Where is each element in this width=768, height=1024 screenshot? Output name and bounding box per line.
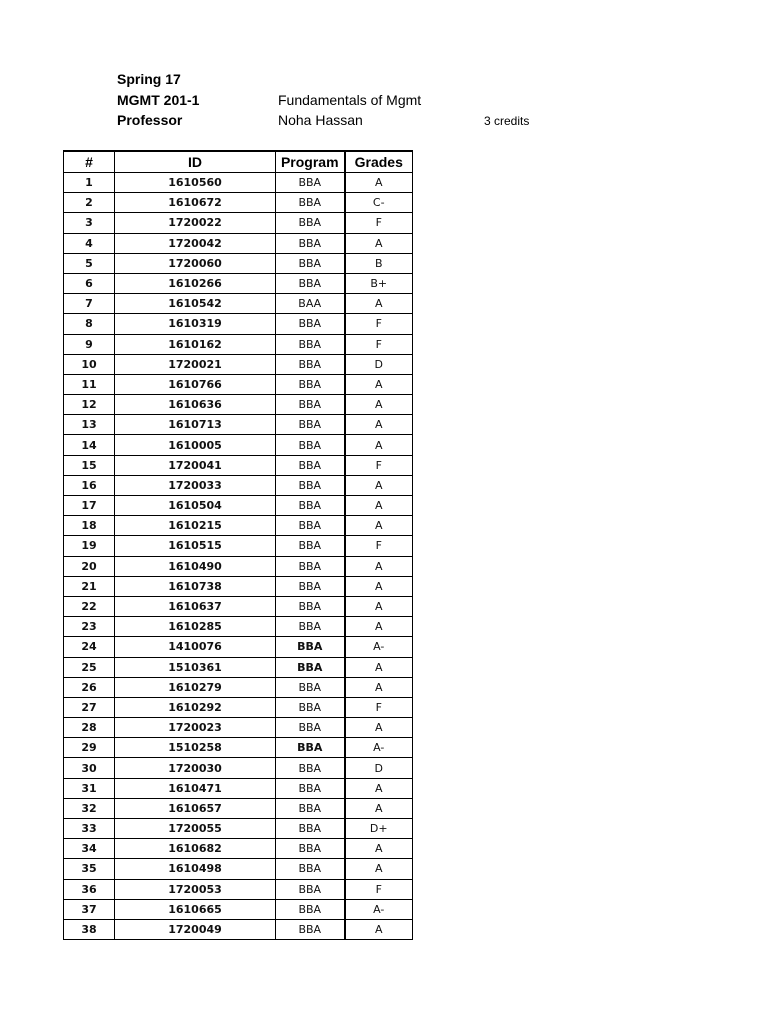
program-cell: BBA	[276, 374, 345, 394]
student-id-cell: 1720055	[115, 819, 276, 839]
grade-cell: A-	[345, 899, 413, 919]
student-id-cell: 1610215	[115, 516, 276, 536]
program-cell: BAA	[276, 294, 345, 314]
program-cell: BBA	[276, 496, 345, 516]
program-cell: BBA	[276, 475, 345, 495]
grade-cell: A	[345, 173, 413, 193]
student-id-cell: 1610637	[115, 596, 276, 616]
program-cell: BBA	[276, 334, 345, 354]
grade-cell: A	[345, 233, 413, 253]
row-number-cell: 8	[64, 314, 115, 334]
grade-cell: F	[345, 314, 413, 334]
table-row	[64, 617, 413, 637]
row-number-cell: 15	[64, 455, 115, 475]
student-id-cell: 1610285	[115, 617, 276, 637]
row-number-cell: 34	[64, 839, 115, 859]
student-id-cell: 1610471	[115, 778, 276, 798]
student-id-cell: 1610542	[115, 294, 276, 314]
table-row	[64, 193, 413, 213]
row-number-cell: 1	[64, 173, 115, 193]
student-id-cell: 1720042	[115, 233, 276, 253]
row-number-cell: 36	[64, 879, 115, 899]
row-number-cell: 29	[64, 738, 115, 758]
row-number-cell: 32	[64, 798, 115, 818]
student-id-cell: 1610713	[115, 415, 276, 435]
row-number-cell: 2	[64, 193, 115, 213]
row-number-cell: 27	[64, 697, 115, 717]
row-number-cell: 21	[64, 576, 115, 596]
term-label: Spring 17	[117, 71, 181, 87]
program-cell: BBA	[276, 193, 345, 213]
row-number-cell: 5	[64, 253, 115, 273]
grades-table-body	[64, 173, 413, 940]
row-number-cell: 18	[64, 516, 115, 536]
grade-cell: A	[345, 576, 413, 596]
program-cell: BBA	[276, 778, 345, 798]
grade-cell: A	[345, 516, 413, 536]
row-number-cell: 17	[64, 496, 115, 516]
table-row	[64, 253, 413, 273]
column-header-program: Program	[276, 151, 345, 173]
program-cell: BBA	[276, 314, 345, 334]
row-number-cell: 35	[64, 859, 115, 879]
program-cell: BBA	[276, 677, 345, 697]
program-cell: BBA	[276, 879, 345, 899]
student-id-cell: 1510258	[115, 738, 276, 758]
student-id-cell: 1610490	[115, 556, 276, 576]
table-row	[64, 475, 413, 495]
row-number-cell: 28	[64, 718, 115, 738]
program-cell: BBA	[276, 596, 345, 616]
row-number-cell: 10	[64, 354, 115, 374]
grade-cell: C-	[345, 193, 413, 213]
program-cell: BBA	[276, 233, 345, 253]
program-cell: BBA	[276, 435, 345, 455]
row-number-cell: 25	[64, 657, 115, 677]
grade-cell: A	[345, 778, 413, 798]
student-id-cell: 1720022	[115, 213, 276, 233]
program-cell: BBA	[276, 637, 345, 657]
table-row	[64, 798, 413, 818]
program-cell: BBA	[276, 354, 345, 374]
table-row	[64, 233, 413, 253]
program-cell: BBA	[276, 455, 345, 475]
student-id-cell: 1720023	[115, 718, 276, 738]
grade-cell: F	[345, 455, 413, 475]
table-row	[64, 718, 413, 738]
table-row	[64, 516, 413, 536]
grade-cell: A	[345, 374, 413, 394]
grade-cell: D	[345, 354, 413, 374]
table-row	[64, 758, 413, 778]
column-header-number: #	[64, 151, 115, 173]
professor-name: Noha Hassan	[278, 112, 363, 128]
program-cell: BBA	[276, 697, 345, 717]
grade-cell: A	[345, 859, 413, 879]
table-row	[64, 899, 413, 919]
row-number-cell: 31	[64, 778, 115, 798]
program-cell: BBA	[276, 253, 345, 273]
program-cell: BBA	[276, 839, 345, 859]
professor-label: Professor	[117, 112, 183, 128]
column-header-id: ID	[115, 151, 276, 173]
table-row	[64, 395, 413, 415]
grade-cell: A	[345, 496, 413, 516]
grade-cell: B+	[345, 273, 413, 293]
row-number-cell: 7	[64, 294, 115, 314]
row-number-cell: 30	[64, 758, 115, 778]
table-row	[64, 273, 413, 293]
student-id-cell: 1410076	[115, 637, 276, 657]
grade-cell: A	[345, 395, 413, 415]
grade-cell: F	[345, 536, 413, 556]
row-number-cell: 26	[64, 677, 115, 697]
program-cell: BBA	[276, 919, 345, 939]
row-number-cell: 6	[64, 273, 115, 293]
student-id-cell: 1720041	[115, 455, 276, 475]
row-number-cell: 24	[64, 637, 115, 657]
table-row	[64, 919, 413, 939]
grade-cell: A	[345, 798, 413, 818]
grade-cell: A	[345, 677, 413, 697]
student-id-cell: 1610498	[115, 859, 276, 879]
student-id-cell: 1610636	[115, 395, 276, 415]
row-number-cell: 19	[64, 536, 115, 556]
row-number-cell: 3	[64, 213, 115, 233]
table-row	[64, 435, 413, 455]
program-cell: BBA	[276, 213, 345, 233]
program-cell: BBA	[276, 819, 345, 839]
student-id-cell: 1510361	[115, 657, 276, 677]
student-id-cell: 1720053	[115, 879, 276, 899]
grade-cell: A-	[345, 738, 413, 758]
row-number-cell: 9	[64, 334, 115, 354]
grade-cell: A	[345, 435, 413, 455]
student-id-cell: 1610665	[115, 899, 276, 919]
table-row	[64, 637, 413, 657]
grades-table	[63, 150, 413, 940]
grade-cell: D	[345, 758, 413, 778]
course-name: Fundamentals of Mgmt	[278, 92, 422, 108]
row-number-cell: 38	[64, 919, 115, 939]
program-cell: BBA	[276, 273, 345, 293]
grade-cell: B	[345, 253, 413, 273]
table-row	[64, 334, 413, 354]
program-cell: BBA	[276, 556, 345, 576]
grade-cell: A	[345, 919, 413, 939]
program-cell: BBA	[276, 395, 345, 415]
grade-cell: A	[345, 475, 413, 495]
row-number-cell: 13	[64, 415, 115, 435]
program-cell: BBA	[276, 718, 345, 738]
table-row	[64, 778, 413, 798]
row-number-cell: 22	[64, 596, 115, 616]
grade-cell: A	[345, 718, 413, 738]
program-cell: BBA	[276, 576, 345, 596]
table-row	[64, 213, 413, 233]
student-id-cell: 1610005	[115, 435, 276, 455]
table-row	[64, 374, 413, 394]
student-id-cell: 1610292	[115, 697, 276, 717]
student-id-cell: 1720060	[115, 253, 276, 273]
grade-cell: A	[345, 839, 413, 859]
program-cell: BBA	[276, 173, 345, 193]
table-row	[64, 576, 413, 596]
program-cell: BBA	[276, 899, 345, 919]
student-id-cell: 1610266	[115, 273, 276, 293]
grade-cell: D+	[345, 819, 413, 839]
row-number-cell: 20	[64, 556, 115, 576]
row-number-cell: 23	[64, 617, 115, 637]
table-row	[64, 496, 413, 516]
student-id-cell: 1610766	[115, 374, 276, 394]
student-id-cell: 1610515	[115, 536, 276, 556]
program-cell: BBA	[276, 859, 345, 879]
grade-cell: F	[345, 334, 413, 354]
table-row	[64, 415, 413, 435]
program-cell: BBA	[276, 617, 345, 637]
course-code: MGMT 201-1	[117, 92, 200, 108]
student-id-cell: 1610560	[115, 173, 276, 193]
table-row	[64, 556, 413, 576]
table-row	[64, 536, 413, 556]
program-cell: BBA	[276, 738, 345, 758]
table-row	[64, 879, 413, 899]
credits-label: 3 credits	[484, 114, 530, 128]
student-id-cell: 1610738	[115, 576, 276, 596]
table-row	[64, 819, 413, 839]
program-cell: BBA	[276, 536, 345, 556]
table-row	[64, 657, 413, 677]
student-id-cell: 1610279	[115, 677, 276, 697]
grade-cell: A	[345, 556, 413, 576]
table-row	[64, 738, 413, 758]
student-id-cell: 1720021	[115, 354, 276, 374]
grade-cell: F	[345, 879, 413, 899]
program-cell: BBA	[276, 758, 345, 778]
grade-cell: A	[345, 415, 413, 435]
student-id-cell: 1610657	[115, 798, 276, 818]
row-number-cell: 33	[64, 819, 115, 839]
grade-cell: F	[345, 213, 413, 233]
table-row	[64, 697, 413, 717]
student-id-cell: 1720049	[115, 919, 276, 939]
table-row	[64, 294, 413, 314]
program-cell: BBA	[276, 516, 345, 536]
program-cell: BBA	[276, 415, 345, 435]
grade-cell: A	[345, 617, 413, 637]
column-header-grades: Grades	[345, 151, 413, 173]
table-row	[64, 859, 413, 879]
row-number-cell: 4	[64, 233, 115, 253]
grade-cell: A-	[345, 637, 413, 657]
student-id-cell: 1610682	[115, 839, 276, 859]
student-id-cell: 1610672	[115, 193, 276, 213]
table-row	[64, 354, 413, 374]
table-row	[64, 455, 413, 475]
grade-cell: A	[345, 657, 413, 677]
row-number-cell: 16	[64, 475, 115, 495]
table-row	[64, 839, 413, 859]
student-id-cell: 1610319	[115, 314, 276, 334]
row-number-cell: 12	[64, 395, 115, 415]
program-cell: BBA	[276, 798, 345, 818]
student-id-cell: 1610162	[115, 334, 276, 354]
row-number-cell: 11	[64, 374, 115, 394]
table-row	[64, 596, 413, 616]
student-id-cell: 1720030	[115, 758, 276, 778]
program-cell: BBA	[276, 657, 345, 677]
table-header-row	[64, 151, 413, 173]
table-row	[64, 314, 413, 334]
table-row	[64, 173, 413, 193]
student-id-cell: 1720033	[115, 475, 276, 495]
grade-cell: A	[345, 294, 413, 314]
row-number-cell: 37	[64, 899, 115, 919]
grade-cell: F	[345, 697, 413, 717]
row-number-cell: 14	[64, 435, 115, 455]
student-id-cell: 1610504	[115, 496, 276, 516]
grade-cell: A	[345, 596, 413, 616]
table-row	[64, 677, 413, 697]
